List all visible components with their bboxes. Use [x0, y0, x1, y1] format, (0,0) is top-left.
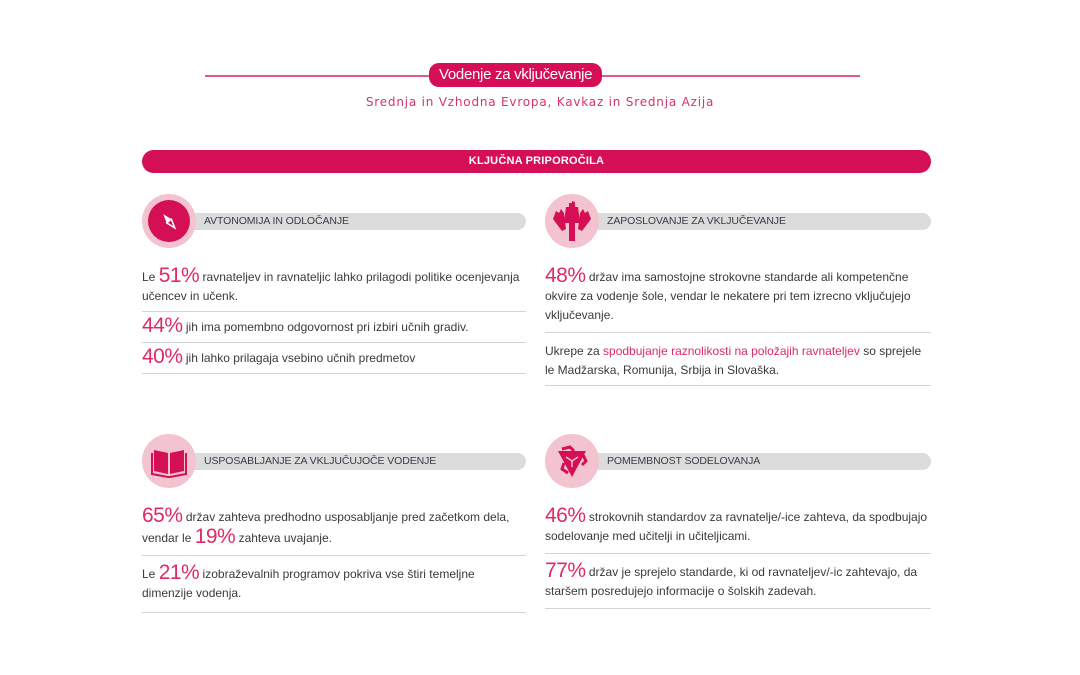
page-subtitle: Srednja in Vzhodna Evropa, Kavkaz in Srednja Azija	[365, 95, 715, 109]
stat-text: držav zahteva predhodno usposabljanje pred začetkom dela, vendar le	[142, 510, 510, 545]
stat-item	[142, 312, 526, 343]
section-employment	[545, 194, 931, 386]
stat-text: izobraževalnih programov pokriva vse štiri temeljne dimenzije vodenja.	[142, 567, 475, 600]
raised-hands-icon	[545, 194, 599, 248]
stat-item	[545, 262, 931, 333]
stat-item	[545, 554, 931, 609]
section-autonomy	[142, 194, 526, 374]
stat-text-secondary: zahteva uvajanje.	[235, 531, 332, 545]
key-recommendations-banner: KLJUČNA PRIPOROČILA	[142, 150, 931, 173]
section-title: ZAPOSLOVANJE ZA VKLJUČEVANJE	[589, 213, 931, 230]
section-title: AVTONOMIJA IN ODLOČANJE	[186, 213, 526, 230]
compass-icon	[142, 194, 196, 248]
stat-text: jih ima pomembno odgovornost pri izbiri učnih gradiv.	[182, 320, 469, 334]
stat-text: so sprejele le Madžarska, Romunija, Srbija in Slovaška.	[545, 344, 922, 377]
stat-item	[142, 262, 526, 312]
stat-item	[545, 333, 931, 386]
section-header	[142, 434, 526, 490]
stat-prefix: Le	[142, 270, 159, 284]
section-title: POMEMBNOST SODELOVANJA	[589, 453, 931, 470]
section-title: USPOSABLJANJE ZA VKLJUČUJOČE VODENJE	[186, 453, 526, 470]
stat-prefix: Le	[142, 567, 159, 581]
stat-value: 46%	[545, 504, 586, 527]
highlight-text: spodbujanje raznolikosti na položajih ravnateljev	[603, 344, 860, 358]
stat-value: 44%	[142, 314, 183, 337]
stat-value: 40%	[142, 345, 183, 368]
stat-value: 21%	[158, 561, 200, 584]
stat-item	[142, 556, 526, 613]
stat-item	[545, 502, 931, 554]
stat-text: strokovnih standardov za ravnatelje/-ice zahteva, da spodbujajo sodelovanje med učitelji in učiteljicami.	[545, 510, 928, 543]
stat-value: 51%	[158, 264, 200, 287]
stat-item	[142, 502, 526, 556]
stat-text: držav je sprejelo standarde, ki od ravnateljev/-ic zahtevajo, da staršem posredujejo informacije o šolskih zadevah.	[545, 565, 918, 598]
stat-text: ravnateljev in ravnateljic lahko prilagodi politike ocenjevanja učencev in učenk.	[142, 270, 520, 303]
stat-prefix: Ukrepe za	[545, 344, 604, 358]
stat-item	[142, 343, 526, 374]
section-training	[142, 434, 526, 613]
section-header	[142, 194, 526, 250]
joined-hands-icon	[545, 434, 599, 488]
section-collaboration	[545, 434, 931, 609]
open-book-icon	[142, 434, 196, 488]
page-title: Vodenje za vključevanje	[429, 63, 602, 87]
stat-value: 48%	[545, 264, 586, 287]
stat-value-secondary: 19%	[194, 525, 236, 548]
section-header	[545, 194, 931, 250]
stat-value: 65%	[142, 504, 183, 527]
stat-text: jih lahko prilagaja vsebino učnih predmetov	[182, 351, 416, 365]
section-header	[545, 434, 931, 490]
stat-value: 77%	[545, 559, 586, 582]
stat-text: držav ima samostojne strokovne standarde ali kompetenčne okvire za vodenje šole, vendar le nekatere pri tem izrecno vključujejo vključevanje.	[545, 270, 911, 322]
